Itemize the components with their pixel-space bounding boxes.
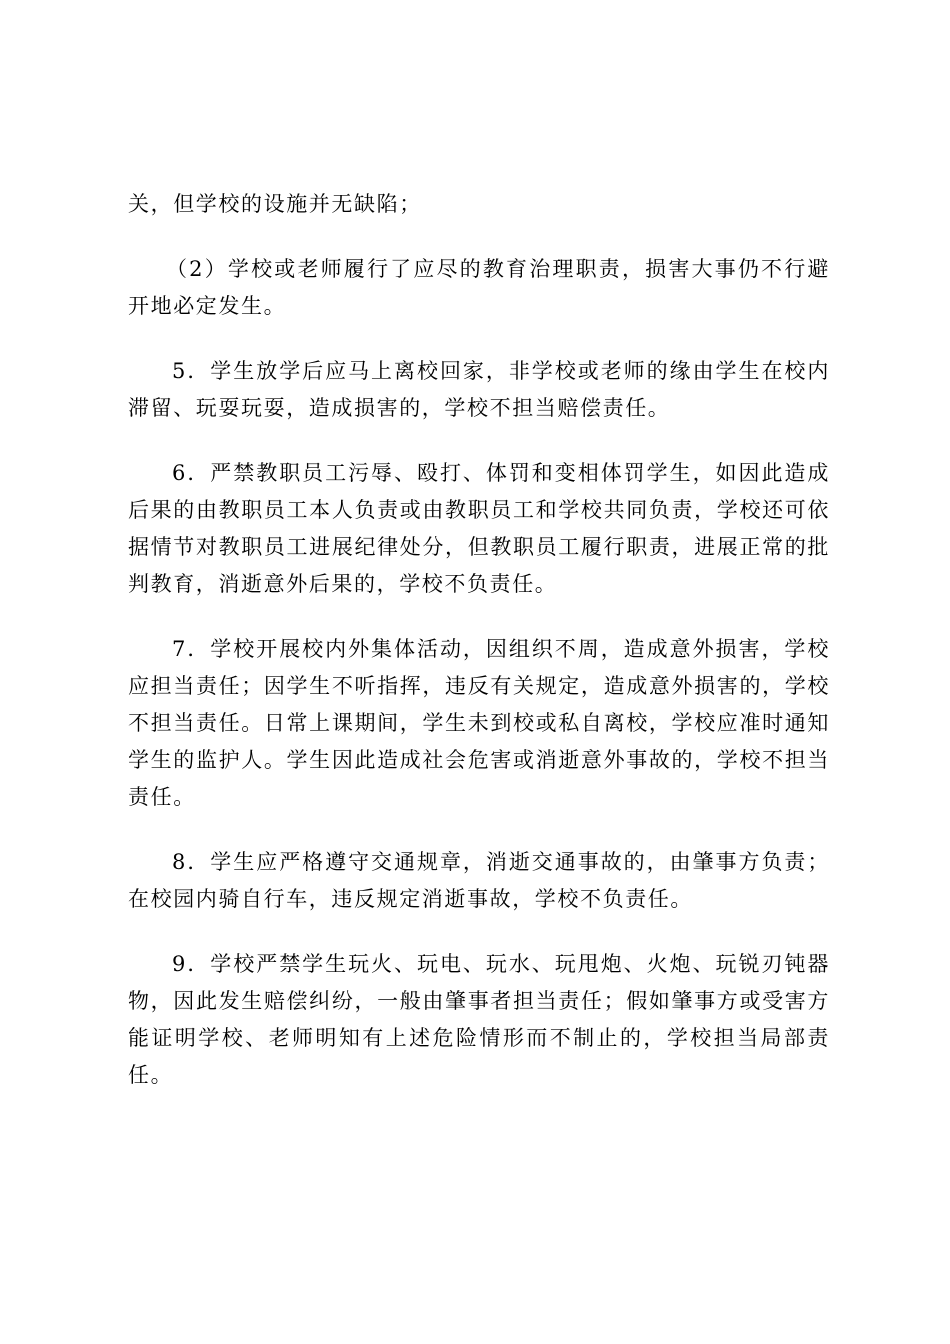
paragraph-rule-9: 9．学校严禁学生玩火、玩电、玩水、玩甩炮、火炮、玩锐刃钝器物，因此发生赔偿纠纷，一般由肇事者担当责任；假如肇事方或受害方能证明学校、老师明知有上述危险情形而不制止的，学校担当局部责任。 xyxy=(128,952,830,1087)
paragraph-item-2: （2）学校或老师履行了应尽的教育治理职责，损害大事仍不行避开地必定发生。 xyxy=(128,257,830,318)
paragraph-continuation: 关，但学校的设施并无缺陷； xyxy=(128,192,422,216)
paragraph-rule-8: 8．学生应严格遵守交通规章，消逝交通事故的，由肇事方负责；在校园内骑自行车，违反规定消逝事故，学校不负责任。 xyxy=(128,850,830,911)
paragraph-rule-6: 6．严禁教职员工污辱、殴打、体罚和变相体罚学生，如因此造成后果的由教职员工本人负责或由教职员工和学校共同负责，学校还可依据情节对教职员工进展纪律处分，但教职员工履行职责，进展正常的批判教育，消逝意外后果的，学校不负责任。 xyxy=(128,461,830,596)
document-body xyxy=(128,186,830,1122)
paragraph-rule-5: 5．学生放学后应马上离校回家，非学校或老师的缘由学生在校内滞留、玩耍玩耍，造成损害的，学校不担当赔偿责任。 xyxy=(128,359,830,420)
paragraph-rule-7: 7．学校开展校内外集体活动，因组织不周，造成意外损害，学校应担当责任；因学生不听指挥，违反有关规定，造成意外损害的，学校不担当责任。日常上课期间，学生未到校或私自离校，学校应准时通知学生的监护人。学生因此造成社会危害或消逝意外事故的，学校不担当责任。 xyxy=(128,637,830,809)
